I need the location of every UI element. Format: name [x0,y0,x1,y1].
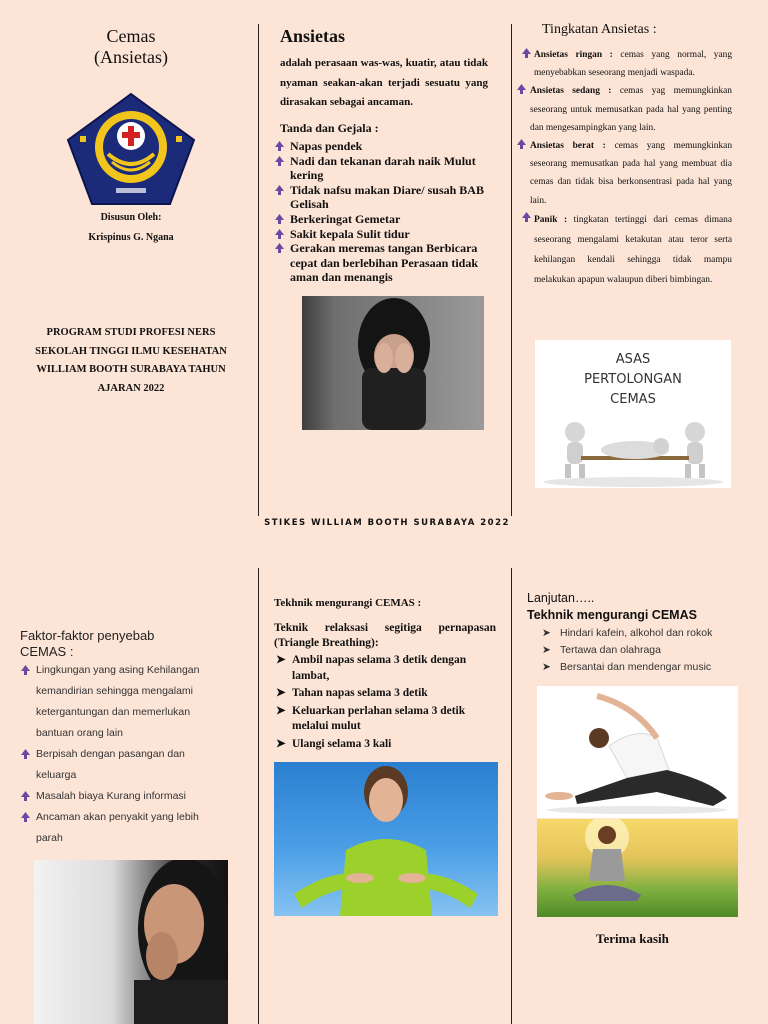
author-block [0,208,262,248]
continued-list [542,625,762,676]
list-item: ➤ Ulangi selama 3 kali [274,737,496,753]
panel-cover [0,0,258,516]
institution-block [0,324,262,398]
arrow-bullet-icon: ➤ [542,644,551,656]
ansietas-definition: adalah perasaan was-was, kuatir, atau tidak nyaman seakan-akan terjadi sesuatu yang dirasakan sebagai ancaman. [280,57,488,108]
list-item: Ansietas ringan : cemas yang normal, yang menyebabkan seseorang menjadi waspada. [516,46,732,82]
arrow-bullet-icon [274,140,285,152]
arrow-bullet-icon: ➤ [542,627,551,639]
list-item: Ancaman akan penyakit yang lebih parah [20,807,228,849]
stretching-woman-figure [537,686,738,818]
list-item: Ansietas berat : cemas yang memungkinkan seseorang memusatkan pada hal yang membuat dia cemas dan tidak bisa berkonsentrasi pada hal yang lain. [516,137,732,210]
list-item: Panik : tingkatan tertinggi dari cemas dimana seseorang mengalami ketakutan atau teror serta kehilangan kendali sehingga tidak mampu melakukan apapun walaupun diberi bimbingan. [516,210,732,290]
author-label: Disusun Oleh: [100,212,162,223]
list-item: Nadi dan tekanan darah naik Mulut kering [274,154,496,183]
breathing-woman-figure [274,762,498,916]
arrow-bullet-icon [274,155,285,167]
divider-left-bottom [258,568,259,1024]
author-name: Krispinus G. Ngana [88,232,174,243]
cover-title-line1: Cemas [106,26,156,46]
list-item: Lingkungan yang asing Kehilangan kemandirian sehingga mengalami ketergantungan dan memerlukan bantuan orang lain [20,660,228,744]
causes-title: Faktor-faktor penyebab CEMAS : [20,628,155,659]
closing-text: Terima kasih [596,931,669,946]
first-aid-caption: ASAS PERTOLONGAN CEMAS [584,352,682,407]
arrow-bullet-icon: ➤ [542,661,551,673]
list-item: Ansietas sedang : cemas yag memungkinkan seseorang untuk memusatkan pada hal yang penting dan mengesampingkan yang lain. [516,82,732,137]
photo-meditating-woman [537,819,738,917]
photo-anxious-woman [34,860,228,1024]
arrow-bullet-icon [516,83,527,95]
list-item: ➤ Ambil napas selama 3 detik dengan lambat, [276,654,467,682]
divider-left-top [258,24,259,516]
arrow-bullet-icon [521,211,532,223]
continued-title: Tekhnik mengurangi CEMAS [527,608,697,622]
arrow-bullet-icon: ➤ [276,687,286,700]
list-item: Napas pendek [274,139,496,154]
panel-technique [262,568,512,1024]
arrow-bullet-icon [20,664,31,676]
levels-list [516,46,732,290]
list-item: Berkeringat Gemetar [274,212,496,227]
list-item: ➤ Tahan napas selama 3 detik [274,686,496,702]
panel-levels [512,0,768,516]
footer-text: STIKES WILLIAM BOOTH SURABAYA 2022 [264,518,510,528]
technique-title: Tekhnik mengurangi CEMAS : [274,597,422,609]
panel-causes [0,568,258,1024]
arrow-bullet-icon: ➤ [276,654,286,666]
distressed-woman-figure [302,296,484,430]
list-item: Gerakan meremas tangan Berbicara cepat dan berlebihan Perasaan tidak aman dan menangis [274,241,496,285]
college-logo [66,92,196,206]
signs-list [274,139,496,285]
continued-label: Lanjutan….. [527,591,595,605]
cover-title [0,26,262,68]
levels-title: Tingkatan Ansietas : [542,22,657,37]
list-item: ➤ Keluarkan perlahan selama 3 detik melalui mulut [276,704,466,733]
anxious-woman-figure [34,860,228,1024]
photo-distressed-woman [302,296,484,430]
institution-line: WILLIAM BOOTH SURABAYA TAHUN [36,364,226,375]
panel-continued [512,568,768,1024]
image-first-aid [535,340,731,488]
arrow-bullet-icon [20,748,31,760]
technique-steps [274,653,496,753]
arrow-bullet-icon [20,790,31,802]
arrow-bullet-icon [516,138,527,150]
arrow-bullet-icon [274,213,285,225]
causes-list [20,660,228,849]
photo-stretching-woman [537,686,738,818]
arrow-bullet-icon [521,47,532,59]
institution-line: AJARAN 2022 [97,382,165,394]
list-item: ➤ Tertawa dan olahraga [542,642,762,659]
panel-ansietas [262,0,512,516]
cover-title-line2: (Ansietas) [94,47,168,67]
arrow-bullet-icon [274,184,285,196]
photo-breathing-woman [274,762,498,916]
institution-line: PROGRAM STUDI PROFESI NERS [46,327,216,338]
arrow-bullet-icon [274,228,285,240]
list-item: Tidak nafsu makan Diare/ susah BAB Gelisah [274,183,496,212]
ansietas-title: Ansietas [280,26,346,46]
arrow-bullet-icon: ➤ [276,704,286,717]
arrow-bullet-icon: ➤ [276,737,286,750]
list-item: ➤ Hindari kafein, alkohol dan rokok [542,625,762,642]
technique-subtitle: Teknik relaksasi segitiga pernapasan (Triangle Breathing): [274,622,496,649]
arrow-bullet-icon [274,242,285,254]
meditating-woman-figure [537,819,738,917]
stretcher-figures [535,410,731,488]
signs-title: Tanda dan Gejala : [280,121,379,135]
list-item: Sakit kepala Sulit tidur [274,227,496,242]
list-item: Berpisah dengan pasangan dan keluarga [20,744,228,786]
list-item: Masalah biaya Kurang informasi [20,786,228,807]
institution-line: SEKOLAH TINGGI ILMU KESEHATAN [35,345,227,357]
arrow-bullet-icon [20,811,31,823]
list-item: ➤ Bersantai dan mendengar music [542,659,762,676]
